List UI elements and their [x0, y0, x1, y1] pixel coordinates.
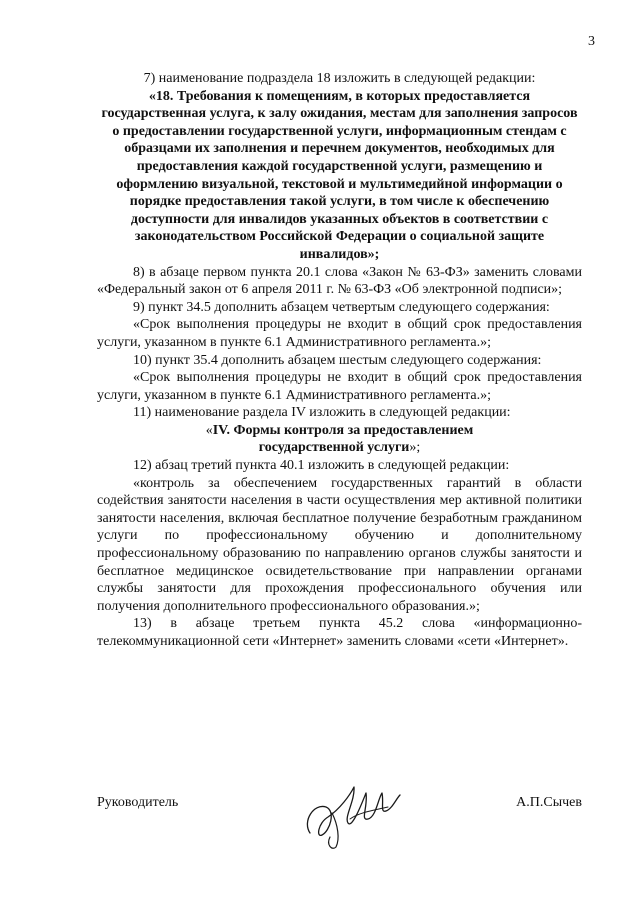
item-12: 12) абзац третий пункта 40.1 изложить в следующей редакции:	[133, 458, 510, 474]
item-9: 9) пункт 34.5 дополнить абзацем четвертым следующего содержания:	[133, 299, 550, 315]
document-body	[97, 70, 582, 651]
item-10-quote: «Срок выполнения процедуры не входит в общий срок предоставления услуги, указанном в пункте 6.1 Административного регламента.»;	[97, 370, 582, 403]
item-13: 13) в абзаце третьем пункта 45.2 слова «информационно-телекоммуникационной сети «Интернет» заменить словами «сети «Интернет».	[97, 616, 582, 649]
item-8: 8) в абзаце первом пункта 20.1 слова «Закон № 63-ФЗ» заменить словами «Федеральный закон от 6 апреля 2011 г. № 63-ФЗ «Об электронной подписи»;	[97, 264, 582, 298]
item-9-quote: «Срок выполнения процедуры не входит в общий срок предоставления услуги, указанном в пункте 6.1 Административного регламента.»;	[97, 317, 582, 350]
section-iv-heading-line1: IV. Формы контроля за предоставлением	[212, 422, 474, 438]
heading-open-quote: «	[148, 88, 156, 104]
section-18-heading	[97, 88, 582, 264]
handwritten-signature	[292, 773, 412, 853]
signatory-name: А.П.Сычев	[516, 795, 582, 810]
item-10: 10) пункт 35.4 дополнить абзацем шестым следующего содержания:	[133, 352, 542, 368]
item-7-intro: 7) наименование подраздела 18 изложить в следующей редакции:	[143, 71, 536, 86]
section-18-heading-text: 18. Требования к помещениям, в которых предоставляется государственная услуга, к залу ожидания, местам для заполнения запросов о предоставлении государственной услуги, информационным стендам с образцами их заполнения и перечнем документов, необходимых для предоставления каждой государственной услуги, размещению и оформлению визуальной, текстовой и мультимедийной информации о порядке предоставления такой услуги, в том числе к обеспечению доступности для инвалидов указанных объектов в соответствии с законодательством Российской Федерации о социальной защите инвалидов	[101, 88, 578, 262]
section-iv-heading-line2: государственной услуги	[258, 440, 410, 456]
section-iv-heading	[97, 422, 582, 457]
signatory-title: Руководитель	[97, 795, 179, 810]
signature-block	[97, 795, 582, 855]
page-number: 3	[588, 34, 595, 49]
heading-iv-open-quote: «	[205, 422, 213, 438]
heading-close-quote: »;	[367, 246, 380, 262]
heading-iv-close-quote: »;	[409, 440, 421, 456]
item-11: 11) наименование раздела IV изложить в следующей редакции:	[133, 405, 511, 421]
item-12-quote: «контроль за обеспечением государственных гарантий в области содействия занятости населения в части осуществления мер активной политики занятости населения, включая бесплатное получение безработным гражданином услуги по профессиональному обучению и дополнительному профессиональному образованию по направлению органов службы занятости и бесплатное медицинское освидетельствование при направлении органами службы занятости для прохождения профессионального обучения или получения дополнительного профессионального образования.»;	[97, 475, 582, 614]
